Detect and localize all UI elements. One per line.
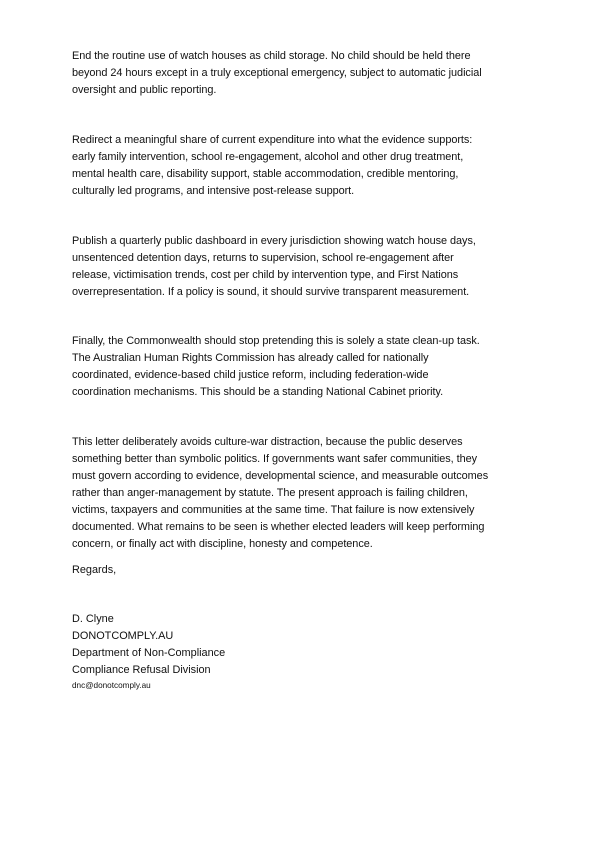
organisation-name: DONOTCOMPLY.AU bbox=[72, 630, 174, 642]
email-address: dnc@donotcomply.au bbox=[72, 681, 151, 690]
paragraph-watch-houses bbox=[72, 48, 527, 99]
text-line: victims, taxpayers and communities at the same time. That failure is now extensively bbox=[72, 504, 475, 516]
text-line: beyond 24 hours except in a truly exceptional emergency, subject to automatic judicial bbox=[72, 67, 482, 79]
text-line: mental health care, disability support, stable accommodation, credible mentoring, bbox=[72, 168, 459, 180]
paragraph-redirect-expenditure bbox=[72, 132, 527, 200]
text-line: documented. What remains to be seen is whether elected leaders will keep performing bbox=[72, 521, 485, 533]
closing-salutation: Regards, bbox=[72, 564, 117, 576]
text-line: early family intervention, school re-engagement, alcohol and other drug treatment, bbox=[72, 151, 464, 163]
text-line: Finally, the Commonwealth should stop pretending this is solely a state clean-up task. bbox=[72, 335, 480, 347]
text-line: concern, or finally act with discipline, honesty and competence. bbox=[72, 538, 373, 550]
paragraph-commonwealth bbox=[72, 333, 527, 401]
text-line: culturally led programs, and intensive post-release support. bbox=[72, 185, 355, 197]
text-line: oversight and public reporting. bbox=[72, 84, 217, 96]
text-line: End the routine use of watch houses as child storage. No child should be held there bbox=[72, 50, 471, 62]
paragraph-conclusion bbox=[72, 434, 527, 553]
text-line: release, victimisation trends, cost per child by intervention type, and First Nations bbox=[72, 269, 459, 281]
text-line: Redirect a meaningful share of current expenditure into what the evidence supports: bbox=[72, 134, 473, 146]
text-line: This letter deliberately avoids culture-war distraction, because the public deserves bbox=[72, 436, 463, 448]
signature-block bbox=[72, 611, 225, 692]
paragraph-public-dashboard bbox=[72, 233, 527, 301]
text-line: coordination mechanisms. This should be a standing National Cabinet priority. bbox=[72, 386, 444, 398]
text-line: coordinated, evidence-based child justice reform, including federation-wide bbox=[72, 369, 429, 381]
text-line: rather than anger-management by statute. The present approach is failing children, bbox=[72, 487, 468, 499]
signatory-name: D. Clyne bbox=[72, 613, 114, 625]
division-name: Compliance Refusal Division bbox=[72, 664, 211, 676]
text-line: Publish a quarterly public dashboard in every jurisdiction showing watch house days, bbox=[72, 235, 476, 247]
text-line: overrepresentation. If a policy is sound, it should survive transparent measurement. bbox=[72, 286, 470, 298]
text-line: unsentenced detention days, returns to supervision, school re-engagement after bbox=[72, 252, 454, 264]
department-name: Department of Non-Compliance bbox=[72, 647, 226, 659]
text-line: something better than symbolic politics. If governments want safer communities, they bbox=[72, 453, 477, 465]
text-line: must govern according to evidence, developmental science, and measurable outcomes bbox=[72, 470, 489, 482]
text-line: The Australian Human Rights Commission has already called for nationally bbox=[72, 352, 429, 364]
